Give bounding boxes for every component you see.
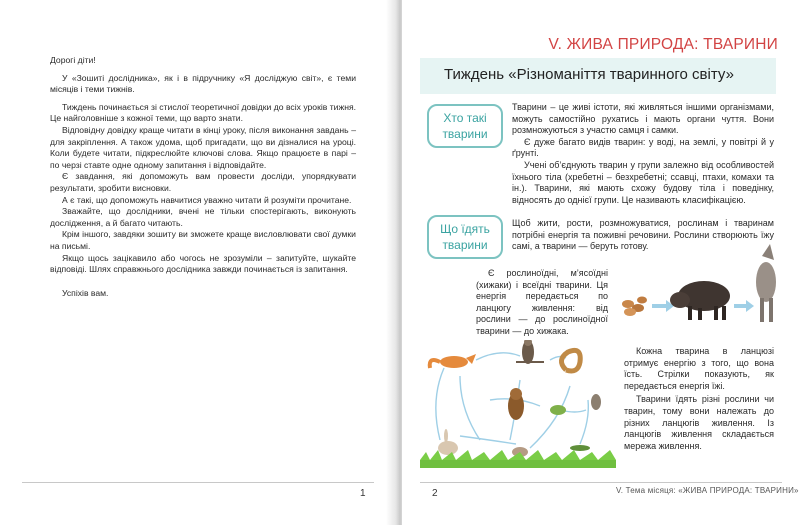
food-web-illustration (420, 340, 616, 470)
section-food-web-text (624, 346, 774, 452)
text-paragraph: Тварини їдять різні рослини чи тварин, тому вони належать до різних ланцюгів живлення. Із ланцюгів живлення складається мережа живлення. (624, 394, 774, 451)
footer-rule (22, 482, 374, 483)
snake-icon (561, 350, 580, 371)
boar-icon (670, 281, 730, 320)
running-footer: V. Тема місяця: «ЖИВА ПРИРОДА: ТВАРИНИ» (616, 486, 799, 495)
intro-paragraph: Крім іншого, завдяки зошиту ви зможете краще висловлювати свої думки на письмі. (50, 229, 356, 251)
intro-paragraph: А є такі, що допоможуть навчитися уважно читати й розуміти прочитане. (62, 194, 352, 205)
text-paragraph: Є дуже багато видів тварин: у воді, на землі, у повітрі й у ґрунті. (512, 136, 774, 159)
section-food-text-2 (476, 268, 608, 338)
week-title: Тиждень «Різноманіття тваринного світу» (444, 66, 734, 83)
text-paragraph: Кожна тварина в ланцюзі отримує енергію з того, що вона їсть. Стрілки показують, як передається енергія їжі. (624, 346, 774, 391)
intro-paragraph: Відповідну довідку краще читати в кінці уроку, після виконання завдань – для закріплення. А також удома, щоб пригадати, що ви дізналися на уроці. Коли будете читати, підкреслюйте ключові слова. Якщо працюєте в парі – по черзі ставте одне одному запитання і відповідайте. (50, 124, 356, 170)
footer-rule (420, 482, 782, 483)
question-box-what-animals-eat: Що їдять тварини (427, 215, 503, 259)
wolf-icon (756, 244, 776, 322)
rabbit-icon (438, 429, 458, 455)
text-paragraph: Тварини – це живі істоти, які живляться іншими організмами, можуть самостійно рухатись і мають органи чуття. Вони розмножуються з участю самця і самки. (512, 102, 774, 136)
question-box-who-are-animals: Хто такі тварини (427, 104, 503, 148)
falcon-icon (516, 340, 544, 364)
owl-icon (508, 388, 524, 420)
intro-paragraph: У «Зошиті дослідника», як і в підручнику «Я досліджую світ», є теми місяців і теми тижнів. (50, 72, 356, 95)
fox-icon (430, 354, 476, 368)
text-paragraph: Є рослиноїдні, м’ясоїдні (хижаки) і всеїдні тварини. Ця енергія передається по ланцюгу живлення: від рослини — до рослиноїдної тварини — до хижака. (476, 268, 608, 336)
bird-icon (591, 394, 601, 410)
page-number: 2 (432, 488, 438, 499)
intro-paragraph: Якщо щось зацікавило або чогось не зрозуміли – запитуйте, шукайте відповіді. Шлях справжнього дослідника завжди починається із запитання. (50, 252, 356, 275)
intro-paragraph: Тиждень починається зі стислої теоретичної довідки до всіх уроків тижня. Це найголовніше з кожної теми, що варто знати. (50, 101, 356, 124)
arrow-icon (734, 300, 754, 312)
intro-letter (50, 55, 356, 299)
closing: Успіхів вам. (62, 287, 109, 298)
text-paragraph: Учені об’єднують тварин у групи залежно від особливостей їхнього тіла (хребетні – безхребетні; ссавці, птахи, комахи та ін.). Тварини, які мають схожу будову тіла і поведінку, відносять до однієї групи. Це називають класифікацією. (512, 159, 774, 205)
grasshopper-icon (570, 445, 590, 451)
acorns-icon (622, 297, 647, 317)
intro-paragraph: Зважайте, що дослідники, вчені не тільки спостерігають, виконують дослідження, а й багато читають. (50, 206, 356, 228)
food-chain-illustration (614, 238, 782, 338)
intro-paragraph: Є завдання, які допоможуть вам провести досліди, упорядкувати результати, зробити висновки. (50, 171, 356, 193)
left-page (0, 0, 398, 525)
text-paragraph: Щоб жити, рости, розмножуватися, рослинам і тваринам потрібні енергія та поживні речовини. Рослини створюють їжу самі, а тварини — беруть готову. (512, 218, 774, 252)
greeting: Дорогі діти! (50, 55, 96, 65)
chapter-title: V. ЖИВА ПРИРОДА: ТВАРИНИ (548, 36, 778, 53)
section-animals-text (512, 102, 774, 206)
right-page (402, 0, 800, 525)
page-number: 1 (360, 488, 366, 499)
frog-icon (550, 405, 566, 415)
week-banner (420, 58, 776, 94)
